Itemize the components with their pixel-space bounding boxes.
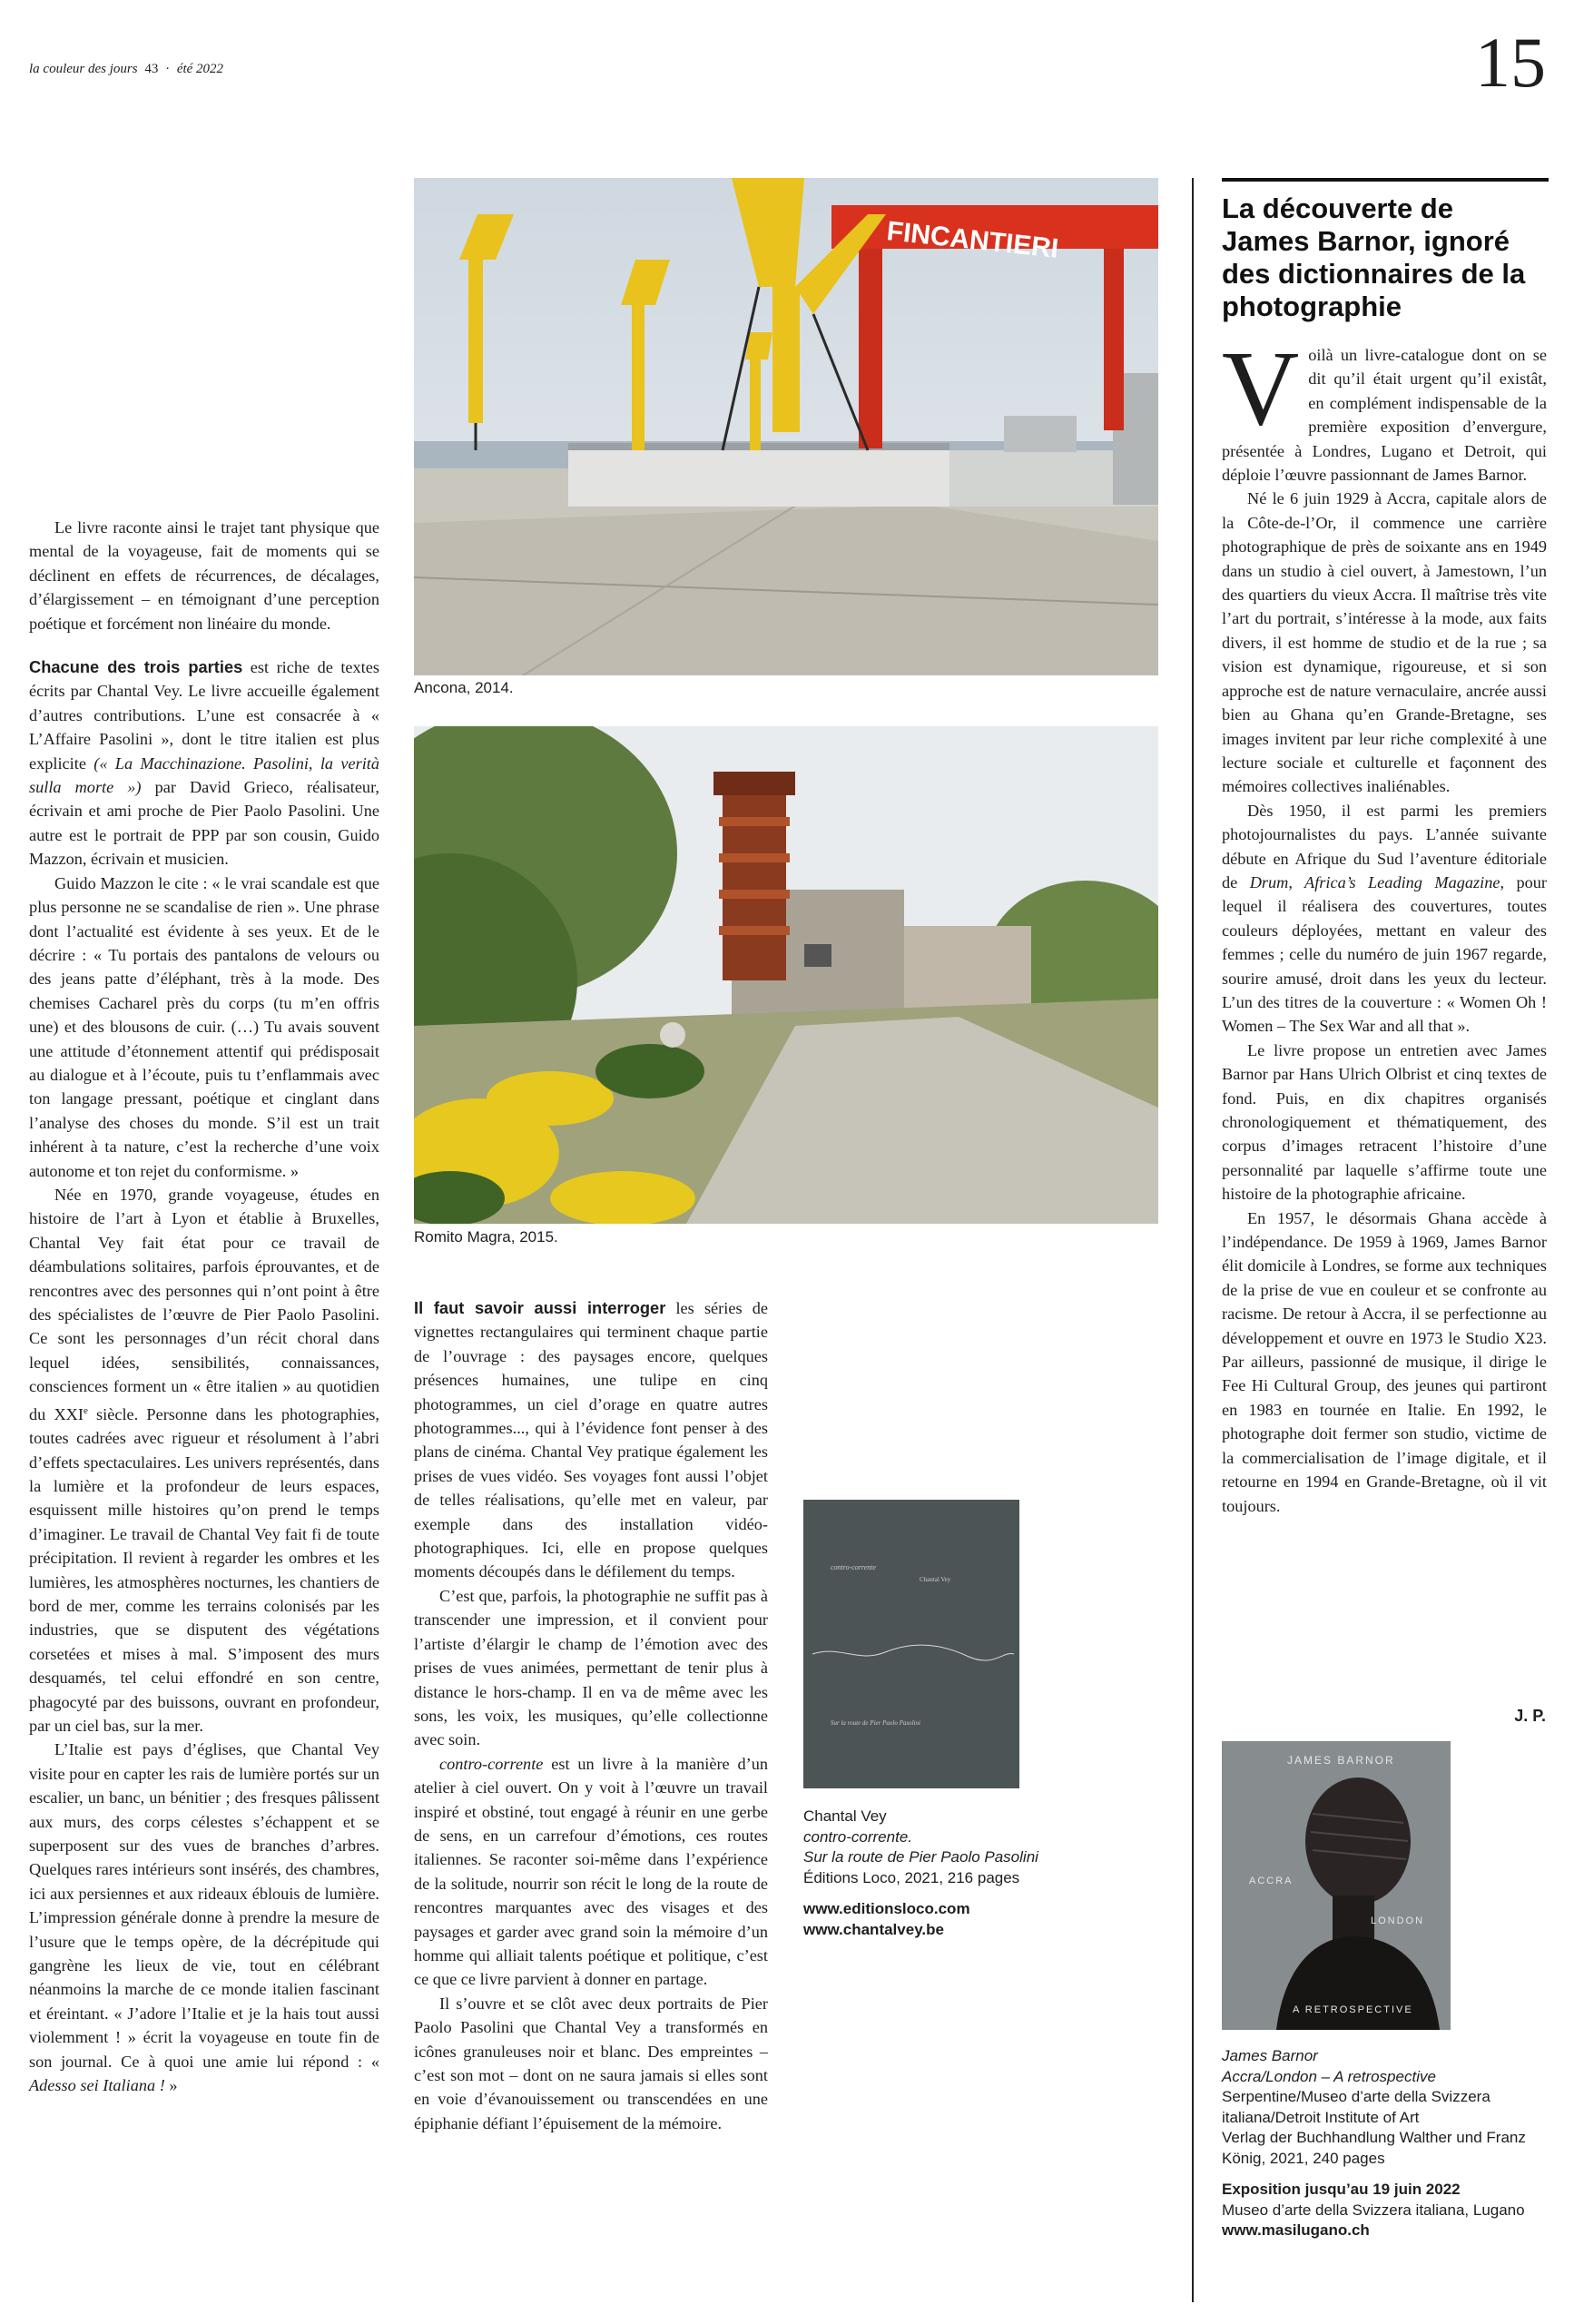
column-divider <box>1192 178 1194 2302</box>
paragraph: Né le 6 juin 1929 à Accra, capitale alors de la Côte-de-l’Or, il commence une carrière photographique de près de soixante ans en 1949 dans un studio à ciel ouvert, à Jamestown, l’un des quartiers du vieux Accra. Il maîtrise très vite l’art du portrait, s’intéresse à la mode, aux faits divers, il est homme de studio et de la rue ; sa vision est dynamique, rigoureuse, et si son approche est de nature vernaculaire, ancrée aussi bien au Ghana qu’en Grande-Bretagne, ses images invitent par leur riche complexité à une lecture sociale et culturelle et façonnent des mémoires collectives inaliénables. <box>1222 489 1547 796</box>
italic-title: contro-corrente <box>439 1754 544 1773</box>
issue-number: 43 <box>144 62 159 76</box>
running-header <box>29 62 223 77</box>
paragraph <box>29 655 379 872</box>
text-run: oilà un livre-catalogue dont on se dit qu’il était urgent qu’il existât, en complément indispensable de la première exposition d’envergure, présentée à Londres, Lugano et Detroit, qui déploie l’œuvre passionnant de James Barnor. <box>1222 346 1547 485</box>
paragraph <box>414 1752 768 1992</box>
romito-magra-industrial-image <box>414 726 1158 1224</box>
text-run: » <box>164 2076 178 2095</box>
text-run: Née en 1970, grande voyageuse, études en histoire de l’art à Lyon et établie à Bruxelles, Chantal Vey fait état pour ce travail de déambulations solitaires, parfois éprouvantes, et de rencontres avec des personnes qui n’ont point à être des spécialistes de l’œuvre de Pier Paolo Pasolini. Ce sont les personnages d’un récit choral dans lequel idées, sensibilités, connaissances, consciences forment un « être italien » au quotidien du XXI <box>29 1185 379 1423</box>
paragraph: C’est que, parfois, la photographie ne suffit pas à transcender une impression, et il convient pour l’artiste d’élargir le champ de l’émotion avec des prises de vues animées, permettant de tenir plus à distance le hors-champ. Il en va de même avec les sons, les voix, les musiques, qu’elle collectionne avec soin. <box>414 1586 768 1749</box>
title-rule <box>1222 178 1549 182</box>
italic-quote: Adesso sei Italiana ! <box>29 2076 165 2095</box>
cover-london: LONDON <box>1371 1915 1425 1926</box>
paragraph: Il s’ouvre et se clôt avec deux portraits de Pier Paolo Pasolini que Chantal Vey a transformés en icônes granuleuses noir et blanc. Des empreintes – c’est son mot – dont on ne saura jamais si elles sont en voie d’évanouissement ou transcendées en une épiphanie défiant l’épuisement de la mémoire. <box>414 1994 768 2132</box>
paragraph <box>29 1738 379 2097</box>
photo-caption: Ancona, 2014. <box>414 679 514 696</box>
cover-name: JAMES BARNOR <box>1287 1754 1395 1767</box>
paragraph <box>29 1183 379 1738</box>
issue-season: été 2022 <box>176 62 224 76</box>
museum-name: Museo d’arte della Svizzera italiana, Lugano <box>1222 2201 1525 2219</box>
photo-romito-magra <box>414 726 1158 1224</box>
cover-author: Chantal Vey <box>920 1576 951 1583</box>
book-publishers: Serpentine/Museo d’arte della Svizzera italiana/Detroit Institute of Art <box>1222 2088 1491 2126</box>
paragraph <box>1222 329 1547 487</box>
text-run: L’Italie est pays d’églises, que Chantal Vey visite pour en capter les rais de lumière portés sur un escalier, un banc, un bénitier ; des fresques pâlissent aux murs, des corps célestes s’échappent et se superposent sur des vues de branches d’arbres. Quelques rares intérieurs sont insérés, des chambres, ici aux persiennes et aux rideaux éblouis de lumière. L’impression générale donne à prendre la mesure de l’usure que le temps opère, de la décrépitude qui gangrène les lieux de vie, tout en célébrant néanmoins la marche de ce monde italien fascinant et éreintant. « J’adore l’Italie et je la hais tout aussi violemment ! » écrit la voyageuse en toute fin de son journal. Ce à quoi une amie lui répond : « <box>29 1740 379 2071</box>
paragraph <box>414 1296 768 1584</box>
text-run: les séries de vignettes rectangulaires qui terminent chaque partie de l’ouvrage : des paysages encore, quelques présences humaines, une tulipe en cinq photogrammes, un ciel d’orage en quatre autres photogrammes..., qui à l’évidence font penser à des plans de cinéma. Chantal Vey pratique également les prises de vues vidéo. Ses voyages font aussi l’objet de telles réalisations, qu’elle met en valeur, par exemple dans des installation vidéo-photographiques. Ici, elle en propose quelques moments découpés dans le défilement du temps. <box>414 1299 768 1581</box>
journal-title: la couleur des jours <box>29 62 138 76</box>
paragraph-lead: Chacune des trois parties <box>29 657 243 677</box>
book-publisher-details: Verlag der Buchhandlung Walther und Franz König, 2021, 240 pages <box>1222 2129 1526 2167</box>
cover-retrospective: A RETROSPECTIVE <box>1293 2004 1413 2015</box>
book-cover-contro-corrente <box>803 1500 1019 1788</box>
article-column-1 <box>29 516 379 2098</box>
article-column-3 <box>1222 329 1548 1518</box>
paragraph: Le livre raconte ainsi le trajet tant physique que mental de la voyageuse, fait de moments qui se déclinent en effets de récurrences, de décalages, d’élargissement – en témoignant d’une perception poétique et forcément non linéaire du monde. <box>29 518 379 633</box>
cover-title: contro-corrente <box>831 1563 877 1571</box>
book-author: James Barnor <box>1222 2047 1318 2064</box>
book-title: Accra/London – A retrospective <box>1222 2067 1436 2085</box>
artist-link[interactable]: www.chantalvey.be <box>803 1920 944 1938</box>
book-cover-james-barnor <box>1222 1741 1451 2030</box>
header-separator: · <box>165 62 171 76</box>
ancona-shipyard-image <box>414 178 1158 675</box>
museum-link[interactable]: www.masilugano.ch <box>1222 2221 1370 2239</box>
cover-accra: ACCRA <box>1249 1876 1294 1886</box>
photo-ancona <box>414 178 1158 675</box>
book-title: contro-corrente. <box>803 1827 912 1846</box>
book-subtitle: Sur la route de Pier Paolo Pasolini <box>803 1848 1038 1866</box>
superscript: e <box>83 1404 88 1416</box>
text-run: est riche de textes écrits par Chantal Vey. Le livre accueille également d’autres contributions. L’une est consacrée à « L’Affaire Pasolini », dont le titre italien est plus explicite <box>29 658 379 773</box>
paragraph: Guido Mazzon le cite : « le vrai scandale est que plus personne ne se scandalise de rien ». Une phrase dont l’actualité est évidente à ses yeux. Et de le décrire : « Tu portais des pantalons de velours ou des jeans patte d’éléphant, très à la mode. Des chemises Cacharel près du corps (tu m’en offris une) et des blousons de cuir. (…) Tu avais souvent une attitude d’étonnement attentif qui prédisposait au dialogue et à l’écoute, puis tu t’enflammais avec ton langage pressant, poétique et cinglant dans l’analyse des choses du monde. S’il est un trait inhérent à ta nature, c’est la recherche d’une voix autonome et ton rejet du conformisme. » <box>29 873 379 1180</box>
paragraph-lead: Il faut savoir aussi interroger <box>414 1298 666 1317</box>
text-run: Dès 1950, il est parmi les premiers photojournalistes du pays. L’année suivante débute en Afrique du Sud l’aventure éditoriale de <box>1222 801 1547 891</box>
cover-subtitle: Sur la route de Pier Paolo Pasolini <box>831 1719 920 1727</box>
paragraph <box>1222 799 1547 1039</box>
exhibition-dates: Exposition jusqu’au 19 juin 2022 <box>1222 2181 1461 2198</box>
text-run: par David Grieco, réalisateur, écrivain et ami proche de Pier Paolo Pasolini. Une autre est le portrait de PPP par son cousin, Guido Mazzon, écrivain et musicien. <box>29 778 379 869</box>
cover-coastline-line <box>803 1636 1019 1672</box>
photo-caption: Romito Magra, 2015. <box>414 1228 558 1246</box>
book-author: Chantal Vey <box>803 1807 887 1825</box>
book-info-contro-corrente <box>803 1807 1166 1940</box>
text-run: est un livre à la manière d’un atelier à ciel ouvert. On y voit à l’œuvre un travail inspiré et obstiné, tout engagé à réunir en une gerbe de sens, en un carrefour d’émotions, ces routes italiennes. Se raconter soi-même dans l’expérience de la solitude, nourrir son récit le long de la route de rencontres marquantes avec des visages et des paysages et garder avec grand soin la mémoire d’un homme qui alliait talents poétique et politique, c’est ce que ce livre parvient à donner en partage. <box>414 1754 768 1989</box>
page-number: 15 <box>1475 23 1546 102</box>
book-info-james-barnor <box>1222 2046 1549 2241</box>
text-run: siècle. Personne dans les photographies, toutes cadrées avec rigueur et résolument à l’abri d’effets spectaculaires. Les univers représentés, dans la lumière et la profondeur de leurs espaces, esquissent mille histoires qu’on prend le temps d’imaginer. Le travail de Chantal Vey fait fi de toute précipitation. Il revient à regarder les ombres et les lumières, les atmosphères nocturnes, les chantiers de bord de mer, comme les terrains colonisés par les industries, que se disputent des végétations corsetées et mises à mal. S’imposent des murs desquamés, tel celui effondré en son centre, phagocyté par des buissons, ouvrant en profondeur, par un ciel bas, sur la mer. <box>29 1404 379 1735</box>
article-title-james-barnor: La découverte de James Barnor, ignoré des dictionnaires de la photographie <box>1222 192 1526 322</box>
italic-title: (« La Macchinazione. Pasolini, la verità sulla morte ») <box>29 753 379 797</box>
fincantieri-sign: FINCANTIERI <box>885 216 1060 264</box>
publisher-link[interactable]: www.editionsloco.com <box>803 1900 970 1917</box>
paragraph: En 1957, le désormais Ghana accède à l’indépendance. De 1959 à 1969, James Barnor élit domicile à Londres, se forme aux techniques de la prise de vue en couleur et se confronte au racisme. De retour à Accra, il se perfectionne au développement et ouvre en 1973 le Studio X23. Par ailleurs, passionné de musique, il dirige le Fee Hi Cultural Group, des jeunes qui partiront en 1983 en tournée en Italie. En 1992, le photographe doit fermer son studio, victime de la commercialisation de l’image digitale, et il retourne en 1994 en Grande-Bretagne, où il vit toujours. <box>1222 1208 1547 1515</box>
drop-cap: V <box>1222 329 1300 448</box>
article-column-2 <box>414 1296 768 2135</box>
author-signature: J. P. <box>1514 1707 1546 1725</box>
text-run: , pour lequel il réalisera des couvertures, toutes couleurs déployées, mettant en valeur des femmes ; celle du numéro de juin 1967 regarde, sourire amusé, droit dans les yeux du lecteur. L’un des titres de la couverture : « Women Oh ! Women – The Sex War and all that ». <box>1222 872 1548 1036</box>
italic-title: Drum, Africa’s Leading Magazine <box>1249 872 1500 891</box>
paragraph: Le livre propose un entretien avec James Barnor par Hans Ulrich Olbrist et cinq textes de fond. Puis, en dix chapitres organisés chronologiquement et thématiquement, des corpus d’images retracent l’histoire d’une personnalité par laquelle s’affirme toute une histoire de la photographie africaine. <box>1222 1040 1547 1204</box>
book-publisher: Éditions Loco, 2021, 216 pages <box>803 1868 1020 1886</box>
